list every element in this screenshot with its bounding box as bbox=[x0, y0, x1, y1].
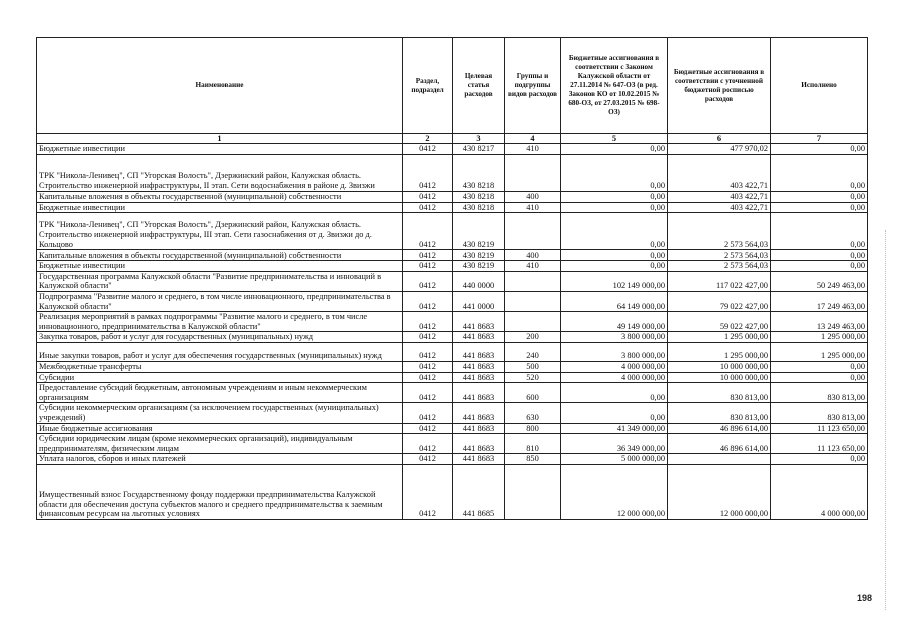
col-number: 5 bbox=[561, 134, 668, 144]
cell-executed: 0,00 bbox=[771, 250, 868, 261]
cell-law: 0,00 bbox=[561, 154, 668, 191]
cell-group: 520 bbox=[505, 372, 561, 383]
cell-group: 630 bbox=[505, 403, 561, 423]
cell-law: 0,00 bbox=[561, 144, 668, 155]
cell-section: 0412 bbox=[403, 464, 453, 519]
table-row bbox=[37, 261, 868, 272]
table-row bbox=[37, 191, 868, 202]
cell-law: 0,00 bbox=[561, 250, 668, 261]
cell-law: 4 000 000,00 bbox=[561, 361, 668, 372]
cell-section: 0412 bbox=[403, 372, 453, 383]
cell-law: 4 000 000,00 bbox=[561, 372, 668, 383]
table-row bbox=[37, 361, 868, 372]
cell-target: 441 8683 bbox=[453, 403, 505, 423]
cell-section: 0412 bbox=[403, 454, 453, 465]
cell-section: 0412 bbox=[403, 312, 453, 332]
cell-refined: 830 813,00 bbox=[668, 403, 771, 423]
cell-group: 800 bbox=[505, 423, 561, 434]
cell-name: Капитальные вложения в объекты государственной (муниципальной) собственности bbox=[37, 191, 403, 202]
table-row bbox=[37, 372, 868, 383]
cell-target: 440 0000 bbox=[453, 271, 505, 291]
cell-law: 64 149 000,00 bbox=[561, 291, 668, 311]
cell-refined: 10 000 000,00 bbox=[668, 361, 771, 372]
cell-name: Подпрограмма "Развитие малого и среднего, в том числе инновационного, предпринимательства в Калужской области" bbox=[37, 291, 403, 311]
cell-refined: 1 295 000,00 bbox=[668, 342, 771, 361]
cell-target: 441 8683 bbox=[453, 423, 505, 434]
cell-section: 0412 bbox=[403, 383, 453, 403]
cell-section: 0412 bbox=[403, 271, 453, 291]
cell-executed: 0,00 bbox=[771, 454, 868, 465]
cell-refined: 403 422,71 bbox=[668, 191, 771, 202]
cell-refined: 46 896 614,00 bbox=[668, 434, 771, 454]
page-number: 198 bbox=[857, 593, 873, 603]
cell-target: 430 8218 bbox=[453, 202, 505, 213]
cell-group: 400 bbox=[505, 191, 561, 202]
cell-section: 0412 bbox=[403, 434, 453, 454]
col-number: 1 bbox=[37, 134, 403, 144]
cell-name: Межбюджетные трансферты bbox=[37, 361, 403, 372]
header-section: Раздел, подраздел bbox=[403, 38, 453, 134]
cell-law: 12 000 000,00 bbox=[561, 464, 668, 519]
cell-refined: 59 022 427,00 bbox=[668, 312, 771, 332]
cell-refined bbox=[668, 454, 771, 465]
cell-executed: 0,00 bbox=[771, 202, 868, 213]
table-row bbox=[37, 271, 868, 291]
col-number: 6 bbox=[668, 134, 771, 144]
cell-name: ТРК "Никола-Ленивец", СП "Угорская Волость", Дзержинский район, Калужская область. Строительство инженерной инфраструктуры, III этап. Сети газоснабжения от д. Звизжи до д. Кольцово bbox=[37, 213, 403, 250]
header-row bbox=[37, 38, 868, 134]
cell-group: 240 bbox=[505, 342, 561, 361]
cell-group bbox=[505, 154, 561, 191]
table-row bbox=[37, 213, 868, 250]
header-target: Целевая статья расходов bbox=[453, 38, 505, 134]
cell-executed: 1 295 000,00 bbox=[771, 342, 868, 361]
table-row bbox=[37, 250, 868, 261]
header-refined: Бюджетные ассигнования в соответствии с уточненной бюджетной росписью расходов bbox=[668, 38, 771, 134]
cell-group: 410 bbox=[505, 261, 561, 272]
cell-name: Государственная программа Калужской области "Развитие предпринимательства и инноваций в Калужской области" bbox=[37, 271, 403, 291]
cell-group: 600 bbox=[505, 383, 561, 403]
table-row bbox=[37, 454, 868, 465]
cell-name: Имущественный взнос Государственному фонду поддержки предпринимательства Калужской области для обеспечения доступа субъектов малого и среднего предпринимательства к заемным финансовым ресурсам на льготных условиях bbox=[37, 464, 403, 519]
col-number: 7 bbox=[771, 134, 868, 144]
cell-law: 0,00 bbox=[561, 202, 668, 213]
cell-executed: 0,00 bbox=[771, 213, 868, 250]
cell-name: Бюджетные инвестиции bbox=[37, 144, 403, 155]
cell-target: 441 8683 bbox=[453, 434, 505, 454]
cell-law: 5 000 000,00 bbox=[561, 454, 668, 465]
cell-refined: 2 573 564,03 bbox=[668, 250, 771, 261]
cell-target: 430 8219 bbox=[453, 261, 505, 272]
cell-name: Субсидии некоммерческим организациям (за исключением государственных (муниципальных) учреждений) bbox=[37, 403, 403, 423]
cell-law: 0,00 bbox=[561, 191, 668, 202]
cell-group: 810 bbox=[505, 434, 561, 454]
table-row bbox=[37, 342, 868, 361]
budget-table-sheet bbox=[36, 37, 867, 520]
cell-section: 0412 bbox=[403, 291, 453, 311]
cell-section: 0412 bbox=[403, 423, 453, 434]
cell-refined: 117 022 427,00 bbox=[668, 271, 771, 291]
cell-group bbox=[505, 213, 561, 250]
cell-law: 0,00 bbox=[561, 213, 668, 250]
cell-target: 441 8683 bbox=[453, 332, 505, 343]
cell-law: 102 149 000,00 bbox=[561, 271, 668, 291]
cell-section: 0412 bbox=[403, 154, 453, 191]
cell-target: 441 8683 bbox=[453, 372, 505, 383]
budget-table bbox=[36, 37, 868, 520]
cell-name: Бюджетные инвестиции bbox=[37, 261, 403, 272]
cell-executed: 0,00 bbox=[771, 372, 868, 383]
cell-group: 410 bbox=[505, 202, 561, 213]
margin-dots bbox=[885, 230, 887, 610]
cell-law: 0,00 bbox=[561, 403, 668, 423]
cell-executed: 0,00 bbox=[771, 144, 868, 155]
cell-law: 0,00 bbox=[561, 261, 668, 272]
cell-law: 0,00 bbox=[561, 383, 668, 403]
table-row bbox=[37, 154, 868, 191]
header-executed: Исполнено bbox=[771, 38, 868, 134]
cell-executed: 0,00 bbox=[771, 191, 868, 202]
cell-section: 0412 bbox=[403, 261, 453, 272]
column-number-row bbox=[37, 134, 868, 144]
cell-refined: 12 000 000,00 bbox=[668, 464, 771, 519]
cell-name: Капитальные вложения в объекты государственной (муниципальной) собственности bbox=[37, 250, 403, 261]
cell-section: 0412 bbox=[403, 361, 453, 372]
cell-group bbox=[505, 464, 561, 519]
cell-section: 0412 bbox=[403, 342, 453, 361]
cell-refined: 10 000 000,00 bbox=[668, 372, 771, 383]
col-number: 2 bbox=[403, 134, 453, 144]
table-row bbox=[37, 202, 868, 213]
table-body bbox=[37, 144, 868, 520]
cell-executed: 1 295 000,00 bbox=[771, 332, 868, 343]
cell-target: 430 8218 bbox=[453, 154, 505, 191]
cell-name: Предоставление субсидий бюджетным, автономным учреждениям и иным некоммерческим организациям bbox=[37, 383, 403, 403]
header-name: Наименование bbox=[37, 38, 403, 134]
header-law: Бюджетные ассигнования в соответствии с Законом Калужской области от 27.11.2014 № 647-ОЗ (в ред. Законов КО от 10.02.2015 № 680-ОЗ, от 27.03.2015 № 698-ОЗ) bbox=[561, 38, 668, 134]
table-row bbox=[37, 434, 868, 454]
cell-name: Иные закупки товаров, работ и услуг для обеспечения государственных (муниципальных) нужд bbox=[37, 342, 403, 361]
cell-group: 850 bbox=[505, 454, 561, 465]
cell-section: 0412 bbox=[403, 144, 453, 155]
cell-name: Закупка товаров, работ и услуг для государственных (муниципальных) нужд bbox=[37, 332, 403, 343]
cell-section: 0412 bbox=[403, 403, 453, 423]
cell-executed: 4 000 000,00 bbox=[771, 464, 868, 519]
cell-executed: 11 123 650,00 bbox=[771, 423, 868, 434]
cell-refined: 1 295 000,00 bbox=[668, 332, 771, 343]
cell-law: 3 800 000,00 bbox=[561, 342, 668, 361]
cell-target: 441 8683 bbox=[453, 361, 505, 372]
cell-law: 41 349 000,00 bbox=[561, 423, 668, 434]
cell-refined: 477 970,02 bbox=[668, 144, 771, 155]
cell-refined: 46 896 614,00 bbox=[668, 423, 771, 434]
cell-law: 49 149 000,00 bbox=[561, 312, 668, 332]
cell-executed: 17 249 463,00 bbox=[771, 291, 868, 311]
cell-executed: 50 249 463,00 bbox=[771, 271, 868, 291]
cell-refined: 403 422,71 bbox=[668, 202, 771, 213]
cell-refined: 2 573 564,03 bbox=[668, 261, 771, 272]
cell-section: 0412 bbox=[403, 250, 453, 261]
cell-name: Субсидии юридическим лицам (кроме некоммерческих организаций), индивидуальным предпринимателям, физическим лицам bbox=[37, 434, 403, 454]
cell-name: Реализация мероприятий в рамках подпрограммы "Развитие малого и среднего, в том числе инновационного, предпринимательства в Калужской области" bbox=[37, 312, 403, 332]
cell-group bbox=[505, 271, 561, 291]
table-row bbox=[37, 403, 868, 423]
cell-group: 500 bbox=[505, 361, 561, 372]
cell-group bbox=[505, 291, 561, 311]
header-group: Группы и подгруппы видов расходов bbox=[505, 38, 561, 134]
table-row bbox=[37, 423, 868, 434]
cell-section: 0412 bbox=[403, 191, 453, 202]
cell-section: 0412 bbox=[403, 332, 453, 343]
cell-refined: 830 813,00 bbox=[668, 383, 771, 403]
table-row bbox=[37, 144, 868, 155]
cell-executed: 830 813,00 bbox=[771, 383, 868, 403]
cell-refined: 403 422,71 bbox=[668, 154, 771, 191]
cell-name: Иные бюджетные ассигнования bbox=[37, 423, 403, 434]
cell-executed: 830 813,00 bbox=[771, 403, 868, 423]
cell-target: 430 8218 bbox=[453, 191, 505, 202]
cell-law: 36 349 000,00 bbox=[561, 434, 668, 454]
cell-group bbox=[505, 312, 561, 332]
cell-target: 441 8683 bbox=[453, 312, 505, 332]
cell-name: Бюджетные инвестиции bbox=[37, 202, 403, 213]
cell-name: ТРК "Никола-Ленивец", СП "Угорская Волость", Дзержинский район, Калужская область. Строительство инженерной инфраструктуры, II этап. Сети водоснабжения в районе д. Звизжи bbox=[37, 154, 403, 191]
cell-group: 200 bbox=[505, 332, 561, 343]
col-number: 4 bbox=[505, 134, 561, 144]
cell-target: 430 8219 bbox=[453, 213, 505, 250]
cell-refined: 2 573 564,03 bbox=[668, 213, 771, 250]
cell-group: 410 bbox=[505, 144, 561, 155]
cell-section: 0412 bbox=[403, 202, 453, 213]
col-number: 3 bbox=[453, 134, 505, 144]
cell-target: 441 8685 bbox=[453, 464, 505, 519]
cell-executed: 0,00 bbox=[771, 261, 868, 272]
cell-target: 430 8219 bbox=[453, 250, 505, 261]
cell-target: 441 0000 bbox=[453, 291, 505, 311]
table-row bbox=[37, 464, 868, 519]
cell-refined: 79 022 427,00 bbox=[668, 291, 771, 311]
table-row bbox=[37, 332, 868, 343]
cell-executed: 0,00 bbox=[771, 361, 868, 372]
cell-executed: 0,00 bbox=[771, 154, 868, 191]
cell-name: Субсидии bbox=[37, 372, 403, 383]
cell-group: 400 bbox=[505, 250, 561, 261]
cell-executed: 11 123 650,00 bbox=[771, 434, 868, 454]
cell-target: 430 8217 bbox=[453, 144, 505, 155]
table-row bbox=[37, 291, 868, 311]
table-row bbox=[37, 312, 868, 332]
cell-executed: 13 249 463,00 bbox=[771, 312, 868, 332]
cell-law: 3 800 000,00 bbox=[561, 332, 668, 343]
cell-section: 0412 bbox=[403, 213, 453, 250]
cell-target: 441 8683 bbox=[453, 342, 505, 361]
cell-name: Уплата налогов, сборов и иных платежей bbox=[37, 454, 403, 465]
table-row bbox=[37, 383, 868, 403]
cell-target: 441 8683 bbox=[453, 383, 505, 403]
cell-target: 441 8683 bbox=[453, 454, 505, 465]
